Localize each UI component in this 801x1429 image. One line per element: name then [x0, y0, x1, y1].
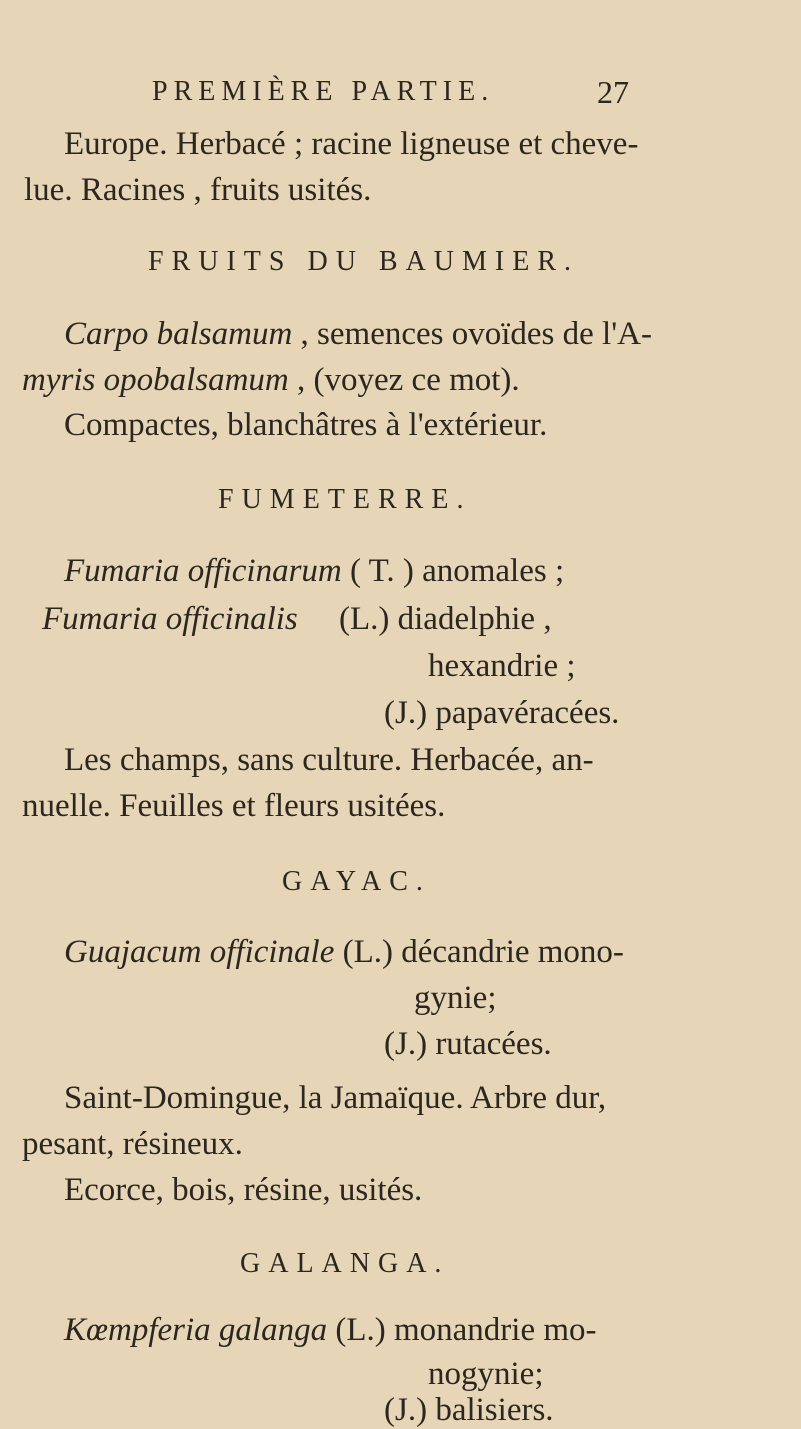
- fumeterre-line-4: (J.) papavéracées.: [384, 695, 620, 731]
- galanga-text-1: (L.) monandrie mo-: [335, 1312, 597, 1348]
- gayac-line-6: Ecorce, bois, résine, usités.: [64, 1172, 423, 1208]
- heading-galanga: GALANGA.: [240, 1248, 450, 1279]
- intro-line-1: Europe. Herbacé ; racine ligneuse et cheve-: [64, 126, 639, 162]
- baumier-latin-2: myris opobalsamum: [22, 362, 289, 398]
- fumeterre-line-1: [64, 553, 564, 590]
- gayac-line-1: [64, 934, 624, 971]
- fumeterre-line-5: Les champs, sans culture. Herbacée, an-: [64, 742, 594, 778]
- baumier-text-1: , semences ovoïdes de l'A-: [300, 316, 652, 352]
- fumeterre-line-6: nuelle. Feuilles et fleurs usitées.: [22, 788, 446, 824]
- fumeterre-latin-2: Fumaria officinalis: [42, 601, 298, 637]
- gayac-line-3: (J.) rutacées.: [384, 1026, 552, 1062]
- heading-baumier: FRUITS DU BAUMIER.: [148, 246, 580, 277]
- gayac-line-4: Saint-Domingue, la Jamaïque. Arbre dur,: [64, 1080, 607, 1116]
- galanga-latin-1: Kœmpferia galanga: [64, 1312, 328, 1348]
- heading-gayac: GAYAC.: [282, 866, 431, 897]
- gayac-line-2: gynie;: [414, 980, 497, 1016]
- heading-fumeterre: FUMETERRE.: [218, 484, 472, 515]
- baumier-text-2: , (voyez ce mot).: [297, 362, 520, 398]
- galanga-line-1: [64, 1312, 597, 1349]
- gayac-line-5: pesant, résineux.: [22, 1126, 243, 1162]
- gayac-latin-1: Guajacum officinale: [64, 934, 335, 970]
- running-title: PREMIÈRE PARTIE.: [152, 76, 495, 107]
- fumeterre-text-2: (L.) diadelphie ,: [339, 601, 552, 637]
- baumier-line-1: [64, 316, 652, 353]
- baumier-line-2: [22, 362, 520, 399]
- fumeterre-line-3: hexandrie ;: [428, 648, 576, 684]
- baumier-latin-1: Carpo balsamum: [64, 316, 293, 352]
- fumeterre-line-2: [42, 601, 552, 638]
- galanga-line-3: (J.) balisiers.: [384, 1392, 554, 1428]
- page-number: 27: [597, 74, 629, 110]
- fumeterre-latin-1: Fumaria officinarum: [64, 553, 342, 589]
- baumier-line-3: Compactes, blanchâtres à l'extérieur.: [64, 407, 548, 443]
- intro-line-2: lue. Racines , fruits usités.: [24, 172, 372, 208]
- gayac-text-1: (L.) décandrie mono-: [342, 934, 624, 970]
- galanga-line-2: nogynie;: [428, 1356, 544, 1392]
- fumeterre-text-1: ( T. ) anomales ;: [350, 553, 565, 589]
